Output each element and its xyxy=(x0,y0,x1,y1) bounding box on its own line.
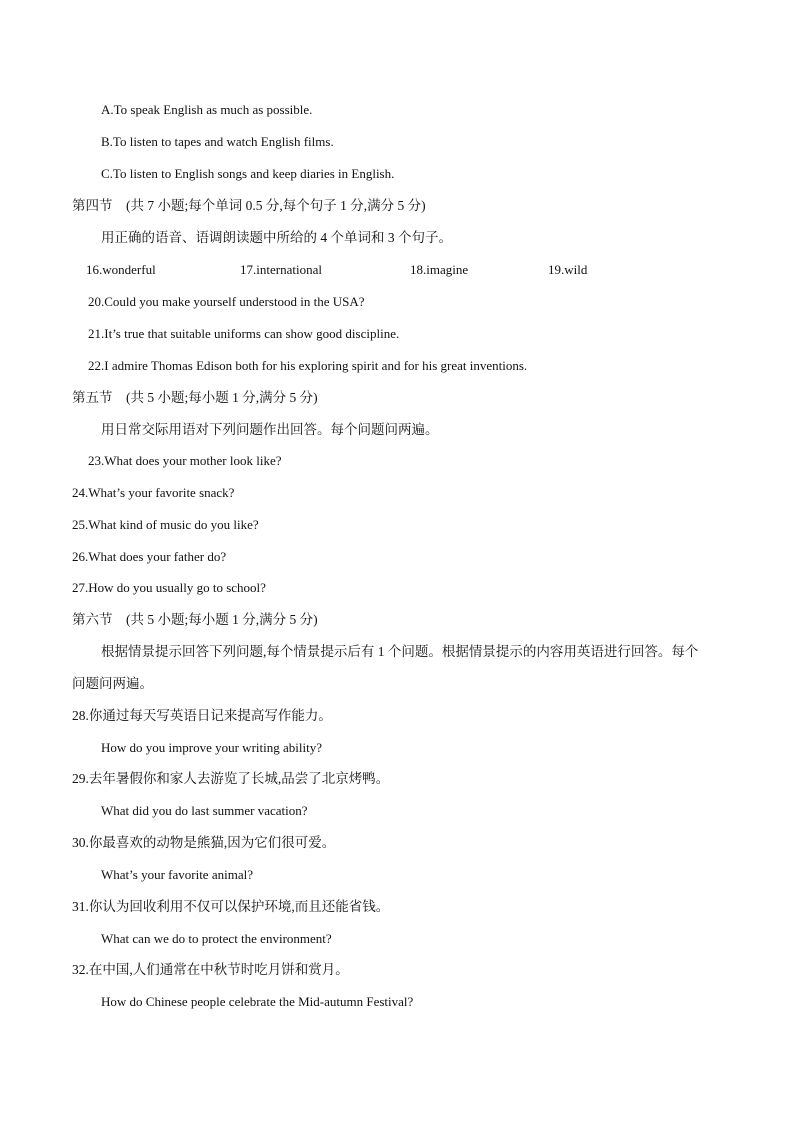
prompt-32: 32.在中国,人们通常在中秋节时吃月饼和赏月。 xyxy=(72,962,349,977)
question-30: What’s your favorite animal? xyxy=(101,867,253,882)
option-c: C.To listen to English songs and keep diaries in English. xyxy=(101,166,395,181)
sentence-20: 20.Could you make yourself understood in the USA? xyxy=(88,294,365,309)
section4-heading: 第四节 (共 7 小题;每个单词 0.5 分,每个句子 1 分,满分 5 分) xyxy=(72,198,426,213)
question-24: 24.What’s your favorite snack? xyxy=(72,485,235,500)
question-23: 23.What does your mother look like? xyxy=(88,453,282,468)
prompt-28: 28.你通过每天写英语日记来提高写作能力。 xyxy=(72,708,332,723)
word-19: 19.wild xyxy=(548,262,588,277)
question-25: 25.What kind of music do you like? xyxy=(72,517,259,532)
word-16: 16.wonderful xyxy=(86,262,156,277)
section6-instruction-line2: 问题问两遍。 xyxy=(72,676,153,691)
word-18: 18.imagine xyxy=(410,262,469,277)
prompt-30: 30.你最喜欢的动物是熊猫,因为它们很可爱。 xyxy=(72,835,336,850)
option-a: A.To speak English as much as possible. xyxy=(101,102,313,117)
option-b: B.To listen to tapes and watch English films. xyxy=(101,134,334,149)
question-26: 26.What does your father do? xyxy=(72,549,227,564)
sentence-21: 21.It’s true that suitable uniforms can show good discipline. xyxy=(88,326,400,341)
prompt-31: 31.你认为回收利用不仅可以保护环境,而且还能省钱。 xyxy=(72,899,390,914)
section5-instruction: 用日常交际用语对下列问题作出回答。每个问题问两遍。 xyxy=(101,422,439,437)
sentence-22: 22.I admire Thomas Edison both for his exploring spirit and for his great inventions. xyxy=(88,358,528,373)
word-17: 17.international xyxy=(240,262,322,277)
question-28: How do you improve your writing ability? xyxy=(101,740,322,755)
question-31: What can we do to protect the environment? xyxy=(101,931,332,946)
question-32: How do Chinese people celebrate the Mid-autumn Festival? xyxy=(101,994,414,1009)
section4-instruction: 用正确的语音、语调朗读题中所给的 4 个单词和 3 个句子。 xyxy=(101,230,452,245)
section5-heading: 第五节 (共 5 小题;每小题 1 分,满分 5 分) xyxy=(72,390,318,405)
prompt-29: 29.去年暑假你和家人去游览了长城,品尝了北京烤鸭。 xyxy=(72,771,390,786)
section6-instruction-line1: 根据情景提示回答下列问题,每个情景提示后有 1 个问题。根据情景提示的内容用英语进行回答。每个 xyxy=(101,644,699,659)
question-29: What did you do last summer vacation? xyxy=(101,803,308,818)
section6-heading: 第六节 (共 5 小题;每小题 1 分,满分 5 分) xyxy=(72,612,318,627)
question-27: 27.How do you usually go to school? xyxy=(72,580,266,595)
